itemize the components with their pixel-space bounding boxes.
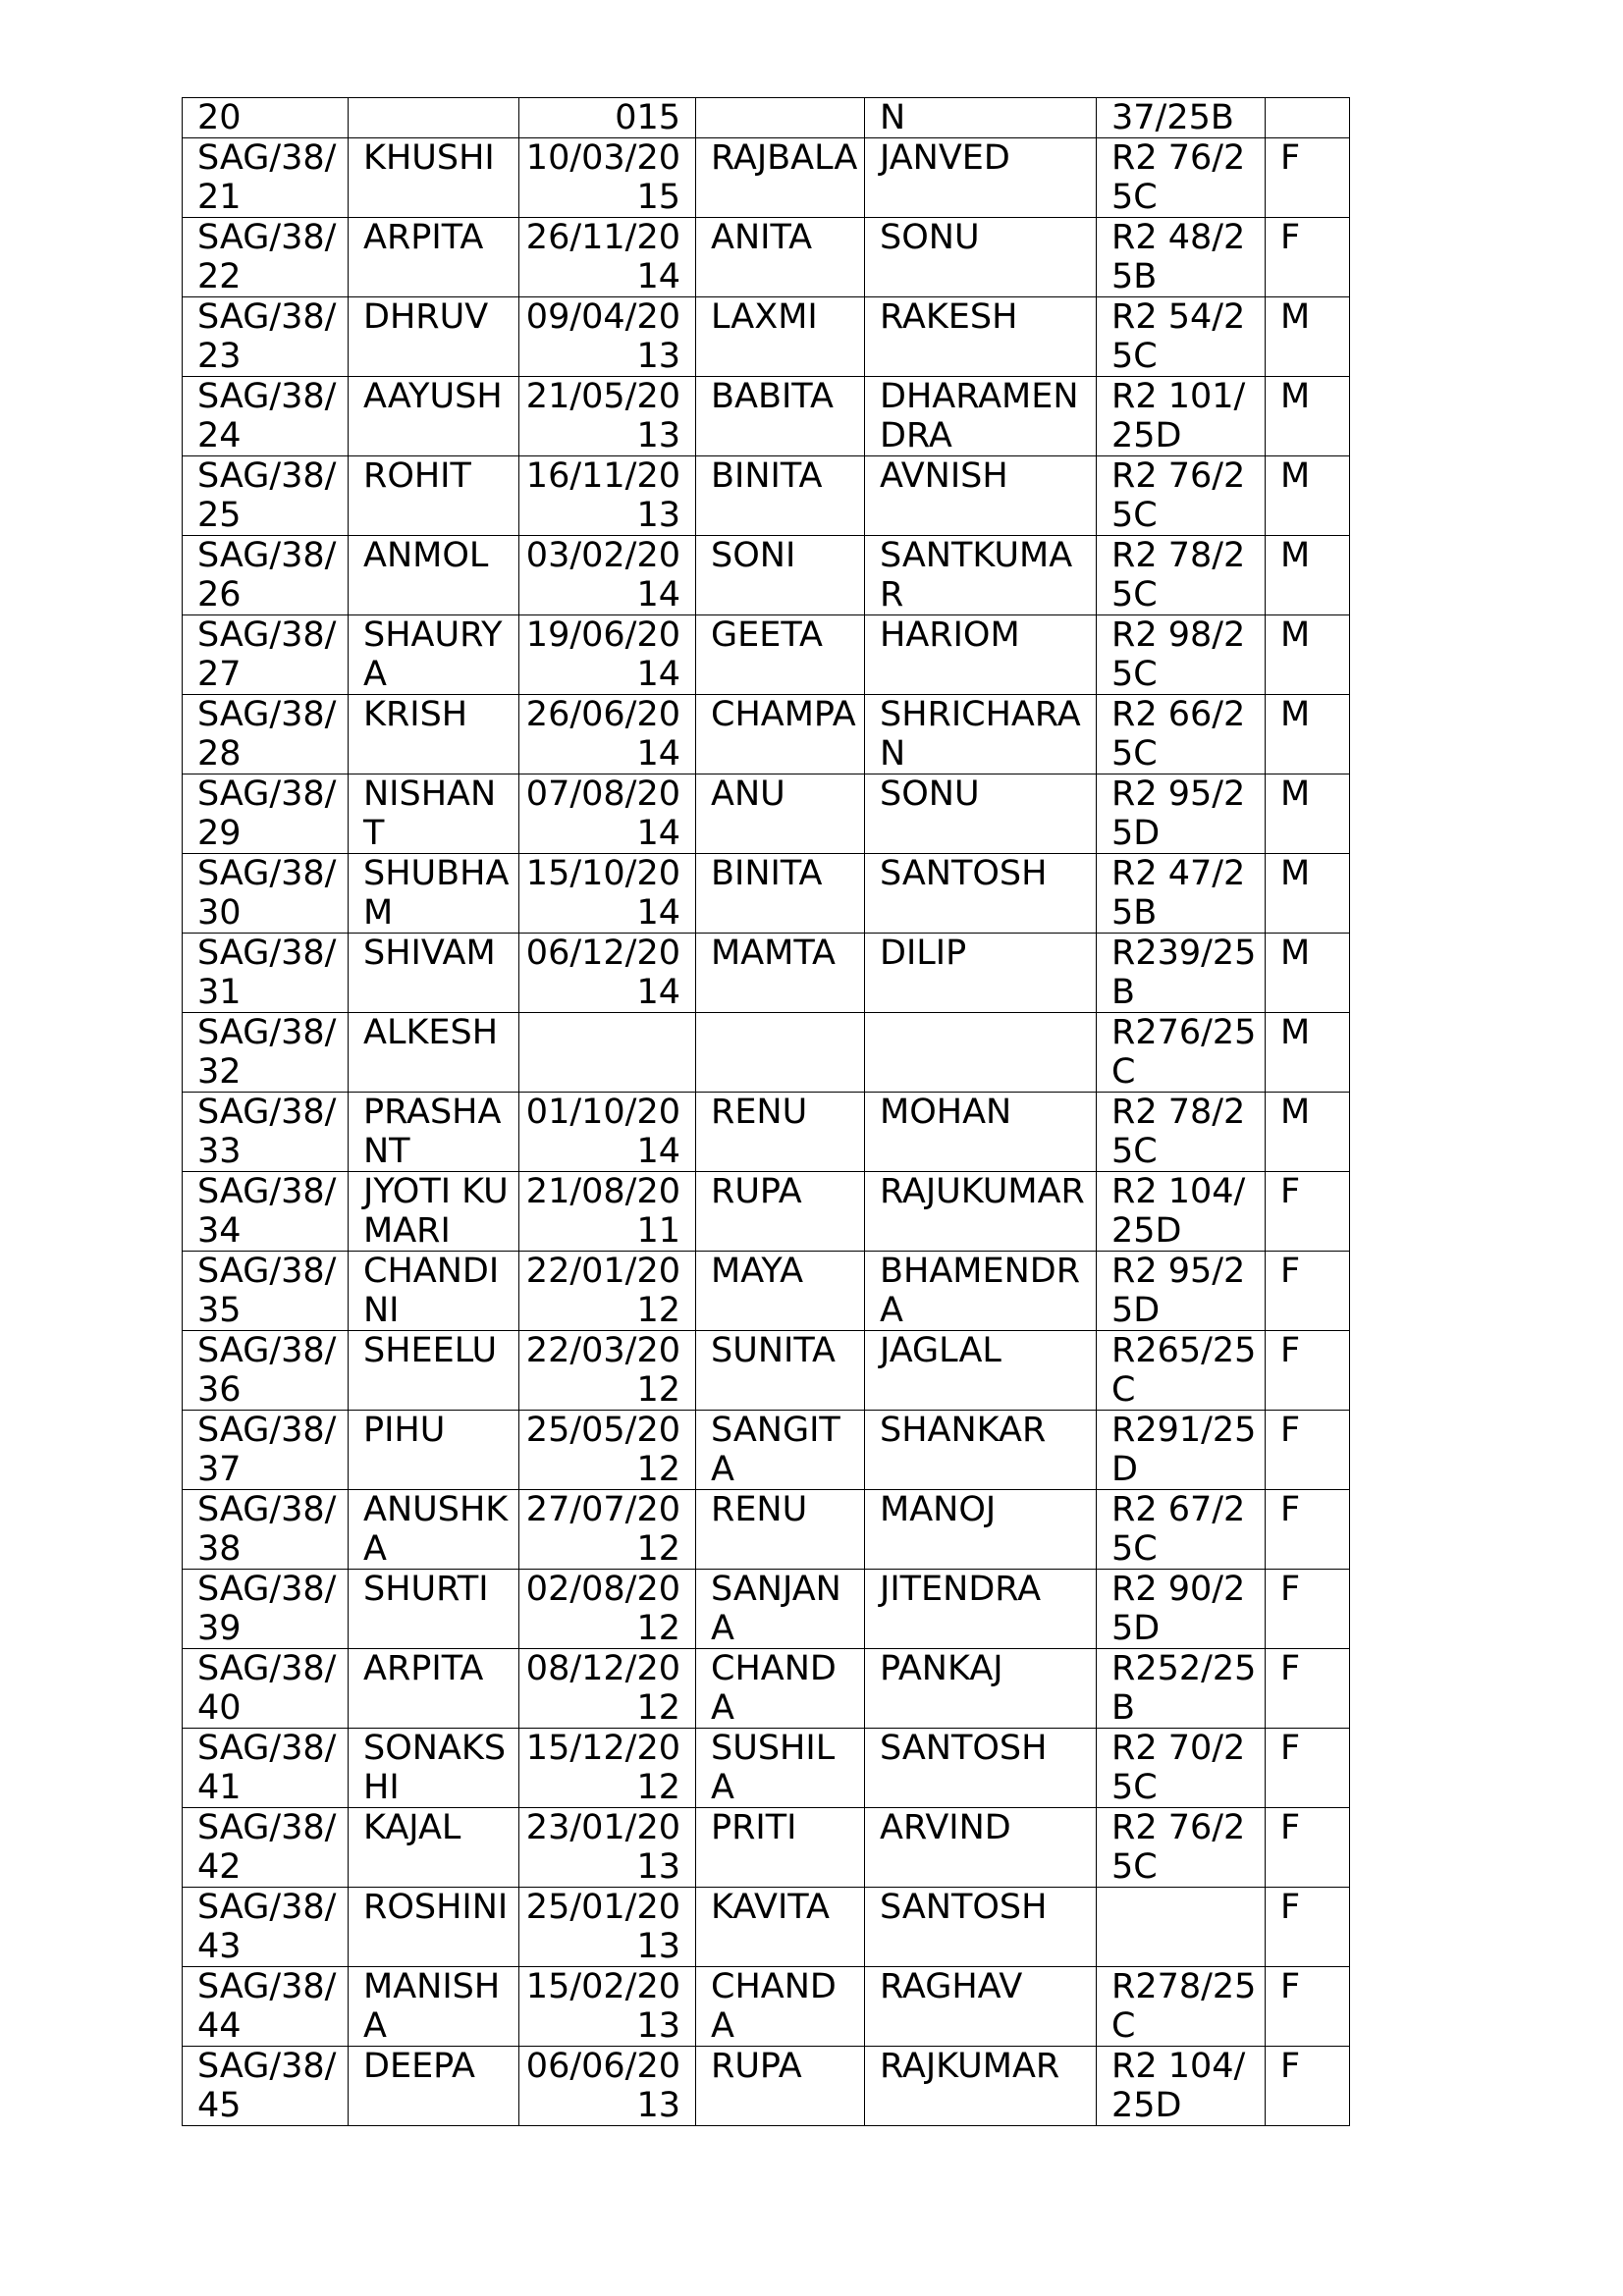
address-cell: R2 104/25D xyxy=(1097,2047,1266,2126)
student-id-cell: SAG/38/29 xyxy=(183,774,349,854)
student-id-cell: SAG/38/43 xyxy=(183,1888,349,1967)
student-id-cell: 20 xyxy=(183,98,349,138)
father-name-cell: AVNISH xyxy=(865,456,1097,536)
father-name-cell: SONU xyxy=(865,218,1097,297)
gender-cell: M xyxy=(1266,854,1350,934)
table-row xyxy=(183,1888,1350,1967)
student-name-cell: CHANDINI xyxy=(349,1252,519,1331)
student-id-cell: SAG/38/31 xyxy=(183,934,349,1013)
address-cell: R2 48/25B xyxy=(1097,218,1266,297)
date-of-birth-cell: 07/08/2014 xyxy=(519,774,696,854)
student-id-cell: SAG/38/41 xyxy=(183,1729,349,1808)
mother-name-cell: LAXMI xyxy=(696,297,865,377)
date-of-birth-cell: 23/01/2013 xyxy=(519,1808,696,1888)
table-row xyxy=(183,1252,1350,1331)
gender-cell: M xyxy=(1266,456,1350,536)
address-cell: R2 95/25D xyxy=(1097,1252,1266,1331)
gender-cell: F xyxy=(1266,1570,1350,1649)
gender-cell: F xyxy=(1266,138,1350,218)
date-of-birth-cell: 08/12/2012 xyxy=(519,1649,696,1729)
table-row xyxy=(183,2047,1350,2126)
father-name-cell: HARIOM xyxy=(865,615,1097,695)
date-of-birth-cell: 16/11/2013 xyxy=(519,456,696,536)
student-name-cell: SHEELU xyxy=(349,1331,519,1411)
mother-name-cell: MAMTA xyxy=(696,934,865,1013)
student-id-cell: SAG/38/27 xyxy=(183,615,349,695)
address-cell: R2 70/25C xyxy=(1097,1729,1266,1808)
mother-name-cell: RENU xyxy=(696,1490,865,1570)
date-of-birth-cell: 19/06/2014 xyxy=(519,615,696,695)
father-name-cell: MOHAN xyxy=(865,1093,1097,1172)
address-cell: R2 95/25D xyxy=(1097,774,1266,854)
address-cell: R2 98/25C xyxy=(1097,615,1266,695)
student-id-cell: SAG/38/40 xyxy=(183,1649,349,1729)
student-name-cell: NISHANT xyxy=(349,774,519,854)
address-cell: R2 90/25D xyxy=(1097,1570,1266,1649)
mother-name-cell: RENU xyxy=(696,1093,865,1172)
address-cell: R2 104/25D xyxy=(1097,1172,1266,1252)
student-name-cell: ANMOL xyxy=(349,536,519,615)
gender-cell: M xyxy=(1266,536,1350,615)
student-name-cell: SHUBHAM xyxy=(349,854,519,934)
address-cell: R278/25C xyxy=(1097,1967,1266,2047)
address-cell: R2 67/25C xyxy=(1097,1490,1266,1570)
father-name-cell: SONU xyxy=(865,774,1097,854)
student-name-cell: ROHIT xyxy=(349,456,519,536)
date-of-birth-cell: 15/02/2013 xyxy=(519,1967,696,2047)
student-id-cell: SAG/38/23 xyxy=(183,297,349,377)
student-id-cell: SAG/38/38 xyxy=(183,1490,349,1570)
mother-name-cell: CHANDA xyxy=(696,1649,865,1729)
father-name-cell: JAGLAL xyxy=(865,1331,1097,1411)
date-of-birth-cell: 25/01/2013 xyxy=(519,1888,696,1967)
date-of-birth-cell: 27/07/2012 xyxy=(519,1490,696,1570)
date-of-birth-cell: 15/10/2014 xyxy=(519,854,696,934)
student-name-cell: SHURTI xyxy=(349,1570,519,1649)
student-id-cell: SAG/38/44 xyxy=(183,1967,349,2047)
date-of-birth-cell: 15/12/2012 xyxy=(519,1729,696,1808)
table-row xyxy=(183,1967,1350,2047)
student-id-cell: SAG/38/39 xyxy=(183,1570,349,1649)
student-id-cell: SAG/38/45 xyxy=(183,2047,349,2126)
table-row xyxy=(183,1093,1350,1172)
date-of-birth-cell: 06/12/2014 xyxy=(519,934,696,1013)
mother-name-cell: SANJANA xyxy=(696,1570,865,1649)
table-row xyxy=(183,615,1350,695)
table-row xyxy=(183,98,1350,138)
gender-cell xyxy=(1266,98,1350,138)
table-row xyxy=(183,1411,1350,1490)
gender-cell: M xyxy=(1266,1013,1350,1093)
mother-name-cell xyxy=(696,1013,865,1093)
student-name-cell: ANUSHKA xyxy=(349,1490,519,1570)
student-id-cell: SAG/38/42 xyxy=(183,1808,349,1888)
student-id-cell: SAG/38/25 xyxy=(183,456,349,536)
student-id-cell: SAG/38/32 xyxy=(183,1013,349,1093)
gender-cell: F xyxy=(1266,1808,1350,1888)
mother-name-cell: BABITA xyxy=(696,377,865,456)
father-name-cell: BHAMENDRA xyxy=(865,1252,1097,1331)
student-name-cell: MANISHA xyxy=(349,1967,519,2047)
gender-cell: M xyxy=(1266,377,1350,456)
mother-name-cell: SANGITA xyxy=(696,1411,865,1490)
father-name-cell: SANTOSH xyxy=(865,1729,1097,1808)
table-row xyxy=(183,138,1350,218)
student-name-cell: DHRUV xyxy=(349,297,519,377)
mother-name-cell: RUPA xyxy=(696,2047,865,2126)
mother-name-cell: RUPA xyxy=(696,1172,865,1252)
table-row xyxy=(183,1729,1350,1808)
father-name-cell: JITENDRA xyxy=(865,1570,1097,1649)
date-of-birth-cell: 06/06/2013 xyxy=(519,2047,696,2126)
student-id-cell: SAG/38/22 xyxy=(183,218,349,297)
student-name-cell: DEEPA xyxy=(349,2047,519,2126)
table-row xyxy=(183,297,1350,377)
student-name-cell: SONAKSHI xyxy=(349,1729,519,1808)
date-of-birth-cell: 22/01/2012 xyxy=(519,1252,696,1331)
student-name-cell: AAYUSH xyxy=(349,377,519,456)
father-name-cell: MANOJ xyxy=(865,1490,1097,1570)
gender-cell: M xyxy=(1266,297,1350,377)
student-name-cell: PIHU xyxy=(349,1411,519,1490)
mother-name-cell xyxy=(696,98,865,138)
mother-name-cell: SONI xyxy=(696,536,865,615)
date-of-birth-cell: 015 xyxy=(519,98,696,138)
date-of-birth-cell: 22/03/2012 xyxy=(519,1331,696,1411)
gender-cell: F xyxy=(1266,1331,1350,1411)
student-id-cell: SAG/38/30 xyxy=(183,854,349,934)
father-name-cell: RAKESH xyxy=(865,297,1097,377)
student-id-cell: SAG/38/37 xyxy=(183,1411,349,1490)
table-row xyxy=(183,536,1350,615)
student-name-cell: ARPITA xyxy=(349,218,519,297)
table-row xyxy=(183,1649,1350,1729)
mother-name-cell: GEETA xyxy=(696,615,865,695)
gender-cell: M xyxy=(1266,774,1350,854)
gender-cell: M xyxy=(1266,615,1350,695)
address-cell: R291/25D xyxy=(1097,1411,1266,1490)
mother-name-cell: BINITA xyxy=(696,456,865,536)
address-cell: 37/25B xyxy=(1097,98,1266,138)
address-cell: R2 76/25C xyxy=(1097,1808,1266,1888)
student-name-cell: KRISH xyxy=(349,695,519,774)
table-row xyxy=(183,456,1350,536)
gender-cell: F xyxy=(1266,1490,1350,1570)
date-of-birth-cell: 03/02/2014 xyxy=(519,536,696,615)
student-name-cell: PRASHANT xyxy=(349,1093,519,1172)
table-row xyxy=(183,1490,1350,1570)
date-of-birth-cell: 21/08/2011 xyxy=(519,1172,696,1252)
student-id-cell: SAG/38/26 xyxy=(183,536,349,615)
student-name-cell: ARPITA xyxy=(349,1649,519,1729)
student-id-cell: SAG/38/28 xyxy=(183,695,349,774)
father-name-cell: SHANKAR xyxy=(865,1411,1097,1490)
address-cell: R2 76/25C xyxy=(1097,138,1266,218)
father-name-cell: N xyxy=(865,98,1097,138)
father-name-cell: DILIP xyxy=(865,934,1097,1013)
father-name-cell: SHRICHARAN xyxy=(865,695,1097,774)
student-name-cell: KHUSHI xyxy=(349,138,519,218)
date-of-birth-cell: 26/06/2014 xyxy=(519,695,696,774)
date-of-birth-cell: 26/11/2014 xyxy=(519,218,696,297)
address-cell: R2 78/25C xyxy=(1097,536,1266,615)
address-cell: R2 47/25B xyxy=(1097,854,1266,934)
table-row xyxy=(183,774,1350,854)
address-cell: R276/25C xyxy=(1097,1013,1266,1093)
student-name-cell: JYOTI KUMARI xyxy=(349,1172,519,1252)
table-row xyxy=(183,854,1350,934)
father-name-cell: SANTOSH xyxy=(865,854,1097,934)
address-cell: R252/25B xyxy=(1097,1649,1266,1729)
mother-name-cell: SUSHILA xyxy=(696,1729,865,1808)
table-row xyxy=(183,1172,1350,1252)
mother-name-cell: MAYA xyxy=(696,1252,865,1331)
student-id-cell: SAG/38/34 xyxy=(183,1172,349,1252)
student-name-cell: ALKESH xyxy=(349,1013,519,1093)
gender-cell: F xyxy=(1266,218,1350,297)
address-cell: R2 66/25C xyxy=(1097,695,1266,774)
gender-cell: F xyxy=(1266,1252,1350,1331)
address-cell: R2 54/25C xyxy=(1097,297,1266,377)
address-cell: R2 101/25D xyxy=(1097,377,1266,456)
father-name-cell: SANTKUMAR xyxy=(865,536,1097,615)
gender-cell: M xyxy=(1266,1093,1350,1172)
mother-name-cell: SUNITA xyxy=(696,1331,865,1411)
father-name-cell: ARVIND xyxy=(865,1808,1097,1888)
gender-cell: F xyxy=(1266,1411,1350,1490)
student-roster-table xyxy=(182,97,1350,2126)
student-id-cell: SAG/38/35 xyxy=(183,1252,349,1331)
father-name-cell: RAJUKUMAR xyxy=(865,1172,1097,1252)
mother-name-cell: BINITA xyxy=(696,854,865,934)
student-name-cell: ROSHINI xyxy=(349,1888,519,1967)
table-row xyxy=(183,377,1350,456)
address-cell: R2 78/25C xyxy=(1097,1093,1266,1172)
student-id-cell: SAG/38/21 xyxy=(183,138,349,218)
table-row xyxy=(183,1808,1350,1888)
mother-name-cell: ANITA xyxy=(696,218,865,297)
table-row xyxy=(183,934,1350,1013)
mother-name-cell: KAVITA xyxy=(696,1888,865,1967)
father-name-cell: SANTOSH xyxy=(865,1888,1097,1967)
gender-cell: F xyxy=(1266,1172,1350,1252)
father-name-cell: JANVED xyxy=(865,138,1097,218)
date-of-birth-cell xyxy=(519,1013,696,1093)
student-id-cell: SAG/38/33 xyxy=(183,1093,349,1172)
father-name-cell: RAGHAV xyxy=(865,1967,1097,2047)
address-cell: R2 76/25C xyxy=(1097,456,1266,536)
gender-cell: M xyxy=(1266,695,1350,774)
table-row xyxy=(183,1331,1350,1411)
student-name-cell: KAJAL xyxy=(349,1808,519,1888)
gender-cell: F xyxy=(1266,1967,1350,2047)
date-of-birth-cell: 09/04/2013 xyxy=(519,297,696,377)
mother-name-cell: CHANDA xyxy=(696,1967,865,2047)
gender-cell: F xyxy=(1266,2047,1350,2126)
father-name-cell: RAJKUMAR xyxy=(865,2047,1097,2126)
table-row xyxy=(183,1013,1350,1093)
roster-body xyxy=(183,98,1350,2126)
student-name-cell xyxy=(349,98,519,138)
father-name-cell xyxy=(865,1013,1097,1093)
date-of-birth-cell: 01/10/2014 xyxy=(519,1093,696,1172)
table-row xyxy=(183,218,1350,297)
student-name-cell: SHAURYA xyxy=(349,615,519,695)
gender-cell: F xyxy=(1266,1729,1350,1808)
date-of-birth-cell: 25/05/2012 xyxy=(519,1411,696,1490)
table-row xyxy=(183,695,1350,774)
gender-cell: F xyxy=(1266,1649,1350,1729)
mother-name-cell: CHAMPA xyxy=(696,695,865,774)
date-of-birth-cell: 10/03/2015 xyxy=(519,138,696,218)
table-row xyxy=(183,1570,1350,1649)
gender-cell: M xyxy=(1266,934,1350,1013)
student-id-cell: SAG/38/24 xyxy=(183,377,349,456)
mother-name-cell: RAJBALA xyxy=(696,138,865,218)
date-of-birth-cell: 02/08/2012 xyxy=(519,1570,696,1649)
date-of-birth-cell: 21/05/2013 xyxy=(519,377,696,456)
address-cell: R239/25B xyxy=(1097,934,1266,1013)
mother-name-cell: ANU xyxy=(696,774,865,854)
address-cell xyxy=(1097,1888,1266,1967)
address-cell: R265/25C xyxy=(1097,1331,1266,1411)
father-name-cell: PANKAJ xyxy=(865,1649,1097,1729)
father-name-cell: DHARAMENDRA xyxy=(865,377,1097,456)
mother-name-cell: PRITI xyxy=(696,1808,865,1888)
gender-cell: F xyxy=(1266,1888,1350,1967)
student-id-cell: SAG/38/36 xyxy=(183,1331,349,1411)
student-name-cell: SHIVAM xyxy=(349,934,519,1013)
